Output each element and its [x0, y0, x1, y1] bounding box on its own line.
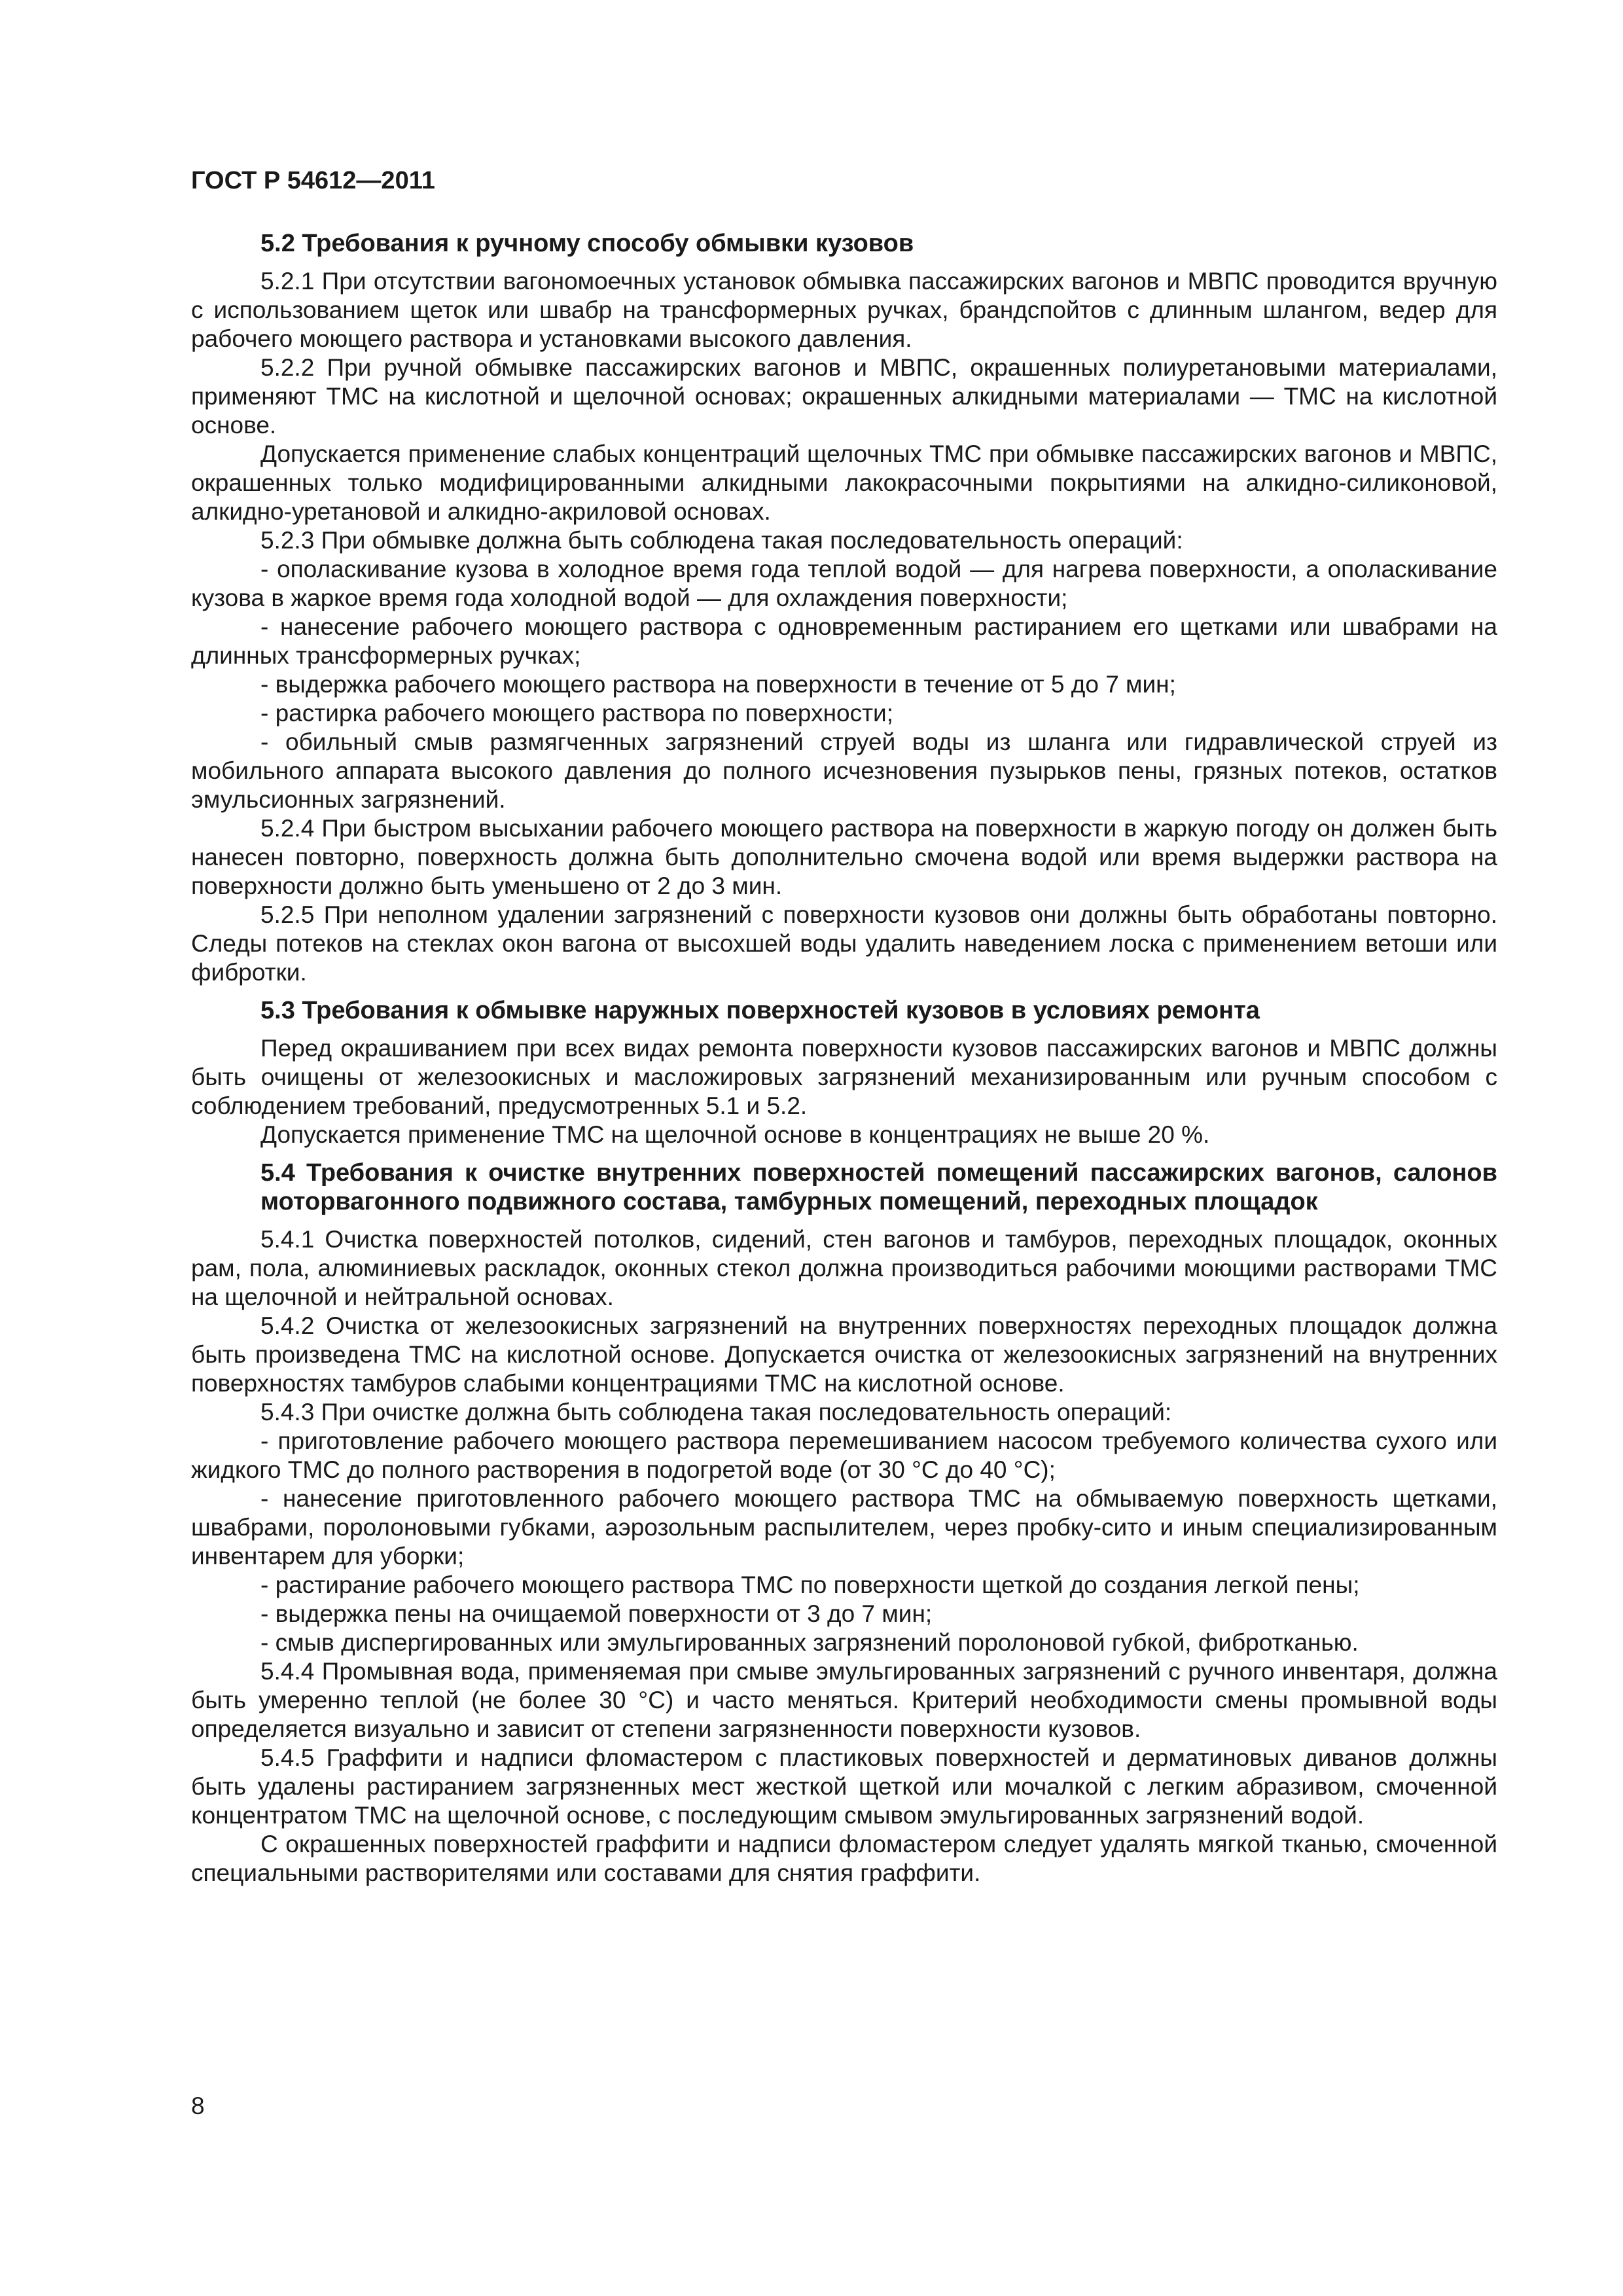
section-heading-5-2: 5.2 Требования к ручному способу обмывки кузовов	[260, 230, 914, 257]
list-item: - нанесение приготовленного рабочего моющего раствора ТМС на обмываемую поверхность щетками, швабрами, поролоновыми губками, аэрозольным распылителем, через пробку-сито и иным специализированным инвентарем для уборки;	[191, 1485, 1497, 1570]
document-code-header: ГОСТ Р 54612—2011	[191, 167, 435, 194]
list-item: - выдержка рабочего моющего раствора на поверхности в течение от 5 до 7 мин;	[260, 671, 1176, 698]
paragraph-5-2-5: 5.2.5 При неполном удалении загрязнений с поверхности кузовов они должны быть обработаны повторно. Следы потеков на стеклах окон вагона от высохшей воды удалить наведением лоска с применением ветоши или фибротки.	[191, 901, 1497, 986]
page-number: 8	[191, 2092, 205, 2119]
list-item: - выдержка пены на очищаемой поверхности от 3 до 7 мин;	[260, 1600, 933, 1627]
paragraph-5-4-5: 5.4.5 Граффити и надписи фломастером с пластиковых поверхностей и дерматиновых диванов должны быть удалены растиранием загрязненных мест жесткой щеткой или мочалкой с легким абразивом, смоченной концентратом ТМС на щелочной основе, с последующим смывом эмульгированных загрязнений водой.	[191, 1744, 1497, 1829]
list-item: - нанесение рабочего моющего раствора с одновременным растиранием его щетками или швабрами на длинных трансформерных ручках;	[191, 613, 1497, 669]
list-item: - смыв диспергированных или эмульгированных загрязнений поролоновой губкой, фибротканью.	[260, 1629, 1359, 1656]
paragraph-5-2-4: 5.2.4 При быстром высыхании рабочего моющего раствора на поверхности в жаркую погоду он должен быть нанесен повторно, поверхность должна быть дополнительно смочена водой или время выдержки раствора на поверхности должно быть уменьшено от 2 до 3 мин.	[191, 815, 1497, 899]
paragraph-5-4-5-note: С окрашенных поверхностей граффити и надписи фломастером следует удалять мягкой тканью, смоченной специальными растворителями или составами для снятия граффити.	[191, 1831, 1497, 1886]
list-item: - обильный смыв размягченных загрязнений струей воды из шланга или гидравлической струей из мобильного аппарата высокого давления до полного исчезновения пузырьков пены, грязных потеков, остатков эмульсионных загрязнений.	[191, 728, 1497, 813]
paragraph-5-3-1: Перед окрашиванием при всех видах ремонта поверхности кузовов пассажирских вагонов и МВПС должны быть очищены от железоокисных и масложировых загрязнений механизированным или ручным способом с соблюдением требований, предусмотренных 5.1 и 5.2.	[191, 1035, 1497, 1119]
section-heading-5-4: 5.4 Требования к очистке внутренних поверхностей помещений пассажирских вагонов, салонов моторвагонного подвижного состава, тамбурных помещений, переходных площадок	[260, 1159, 1497, 1215]
paragraph-5-4-3: 5.4.3 При очистке должна быть соблюдена такая последовательность операций:	[260, 1399, 1172, 1426]
list-item: - ополаскивание кузова в холодное время года теплой водой — для нагрева поверхности, а ополаскивание кузова в жаркое время года холодной водой — для охлаждения поверхности;	[191, 556, 1497, 611]
list-item: - приготовление рабочего моющего раствора перемешиванием насосом требуемого количества сухого или жидкого ТМС до полного растворения в подогретой воде (от 30 °С до 40 °С);	[191, 1427, 1497, 1483]
paragraph-5-3-2: Допускается применение ТМС на щелочной основе в концентрациях не выше 20 %.	[260, 1121, 1210, 1148]
list-item: - растирание рабочего моющего раствора ТМС по поверхности щеткой до создания легкой пены;	[260, 1571, 1360, 1598]
paragraph-5-4-4: 5.4.4 Промывная вода, применяемая при смыве эмульгированных загрязнений с ручного инвентаря, должна быть умеренно теплой (не более 30 °С) и часто меняться. Критерий необходимости смены промывной воды определяется визуально и зависит от степени загрязненности поверхности кузовов.	[191, 1658, 1497, 1742]
paragraph-5-2-1: 5.2.1 При отсутствии вагономоечных установок обмывка пассажирских вагонов и МВПС проводится вручную с использованием щеток или швабр на трансформерных ручках, брандспойтов с длинным шлангом, ведер для рабочего моющего раствора и установками высокого давления.	[191, 268, 1497, 352]
paragraph-5-4-1: 5.4.1 Очистка поверхностей потолков, сидений, стен вагонов и тамбуров, переходных площадок, оконных рам, пола, алюминиевых раскладок, оконных стекол должна производиться рабочими моющими растворами ТМС на щелочной и нейтральной основах.	[191, 1226, 1497, 1310]
document-body	[191, 229, 1497, 1888]
paragraph-5-2-3: 5.2.3 При обмывке должна быть соблюдена такая последовательность операций:	[260, 527, 1183, 554]
paragraph-5-2-2: 5.2.2 При ручной обмывке пассажирских вагонов и МВПС, окрашенных полиуретановыми материалами, применяют ТМС на кислотной и щелочной основах; окрашенных алкидными материалами — ТМС на кислотной основе.	[191, 354, 1497, 439]
section-heading-5-3: 5.3 Требования к обмывке наружных поверхностей кузовов в условиях ремонта	[260, 997, 1260, 1024]
paragraph-5-4-2: 5.4.2 Очистка от железоокисных загрязнений на внутренних поверхностях переходных площадок должна быть произведена ТМС на кислотной основе. Допускается очистка от железоокисных загрязнений на внутренних поверхностях тамбуров слабыми концентрациями ТМС на кислотной основе.	[191, 1312, 1497, 1397]
paragraph-5-2-2-note: Допускается применение слабых концентраций щелочных ТМС при обмывке пассажирских вагонов и МВПС, окрашенных только модифицированными алкидными лакокрасочными покрытиями на алкидно-силиконовой, алкидно-уретановой и алкидно-акриловой основах.	[191, 440, 1497, 525]
list-item: - растирка рабочего моющего раствора по поверхности;	[260, 700, 893, 726]
